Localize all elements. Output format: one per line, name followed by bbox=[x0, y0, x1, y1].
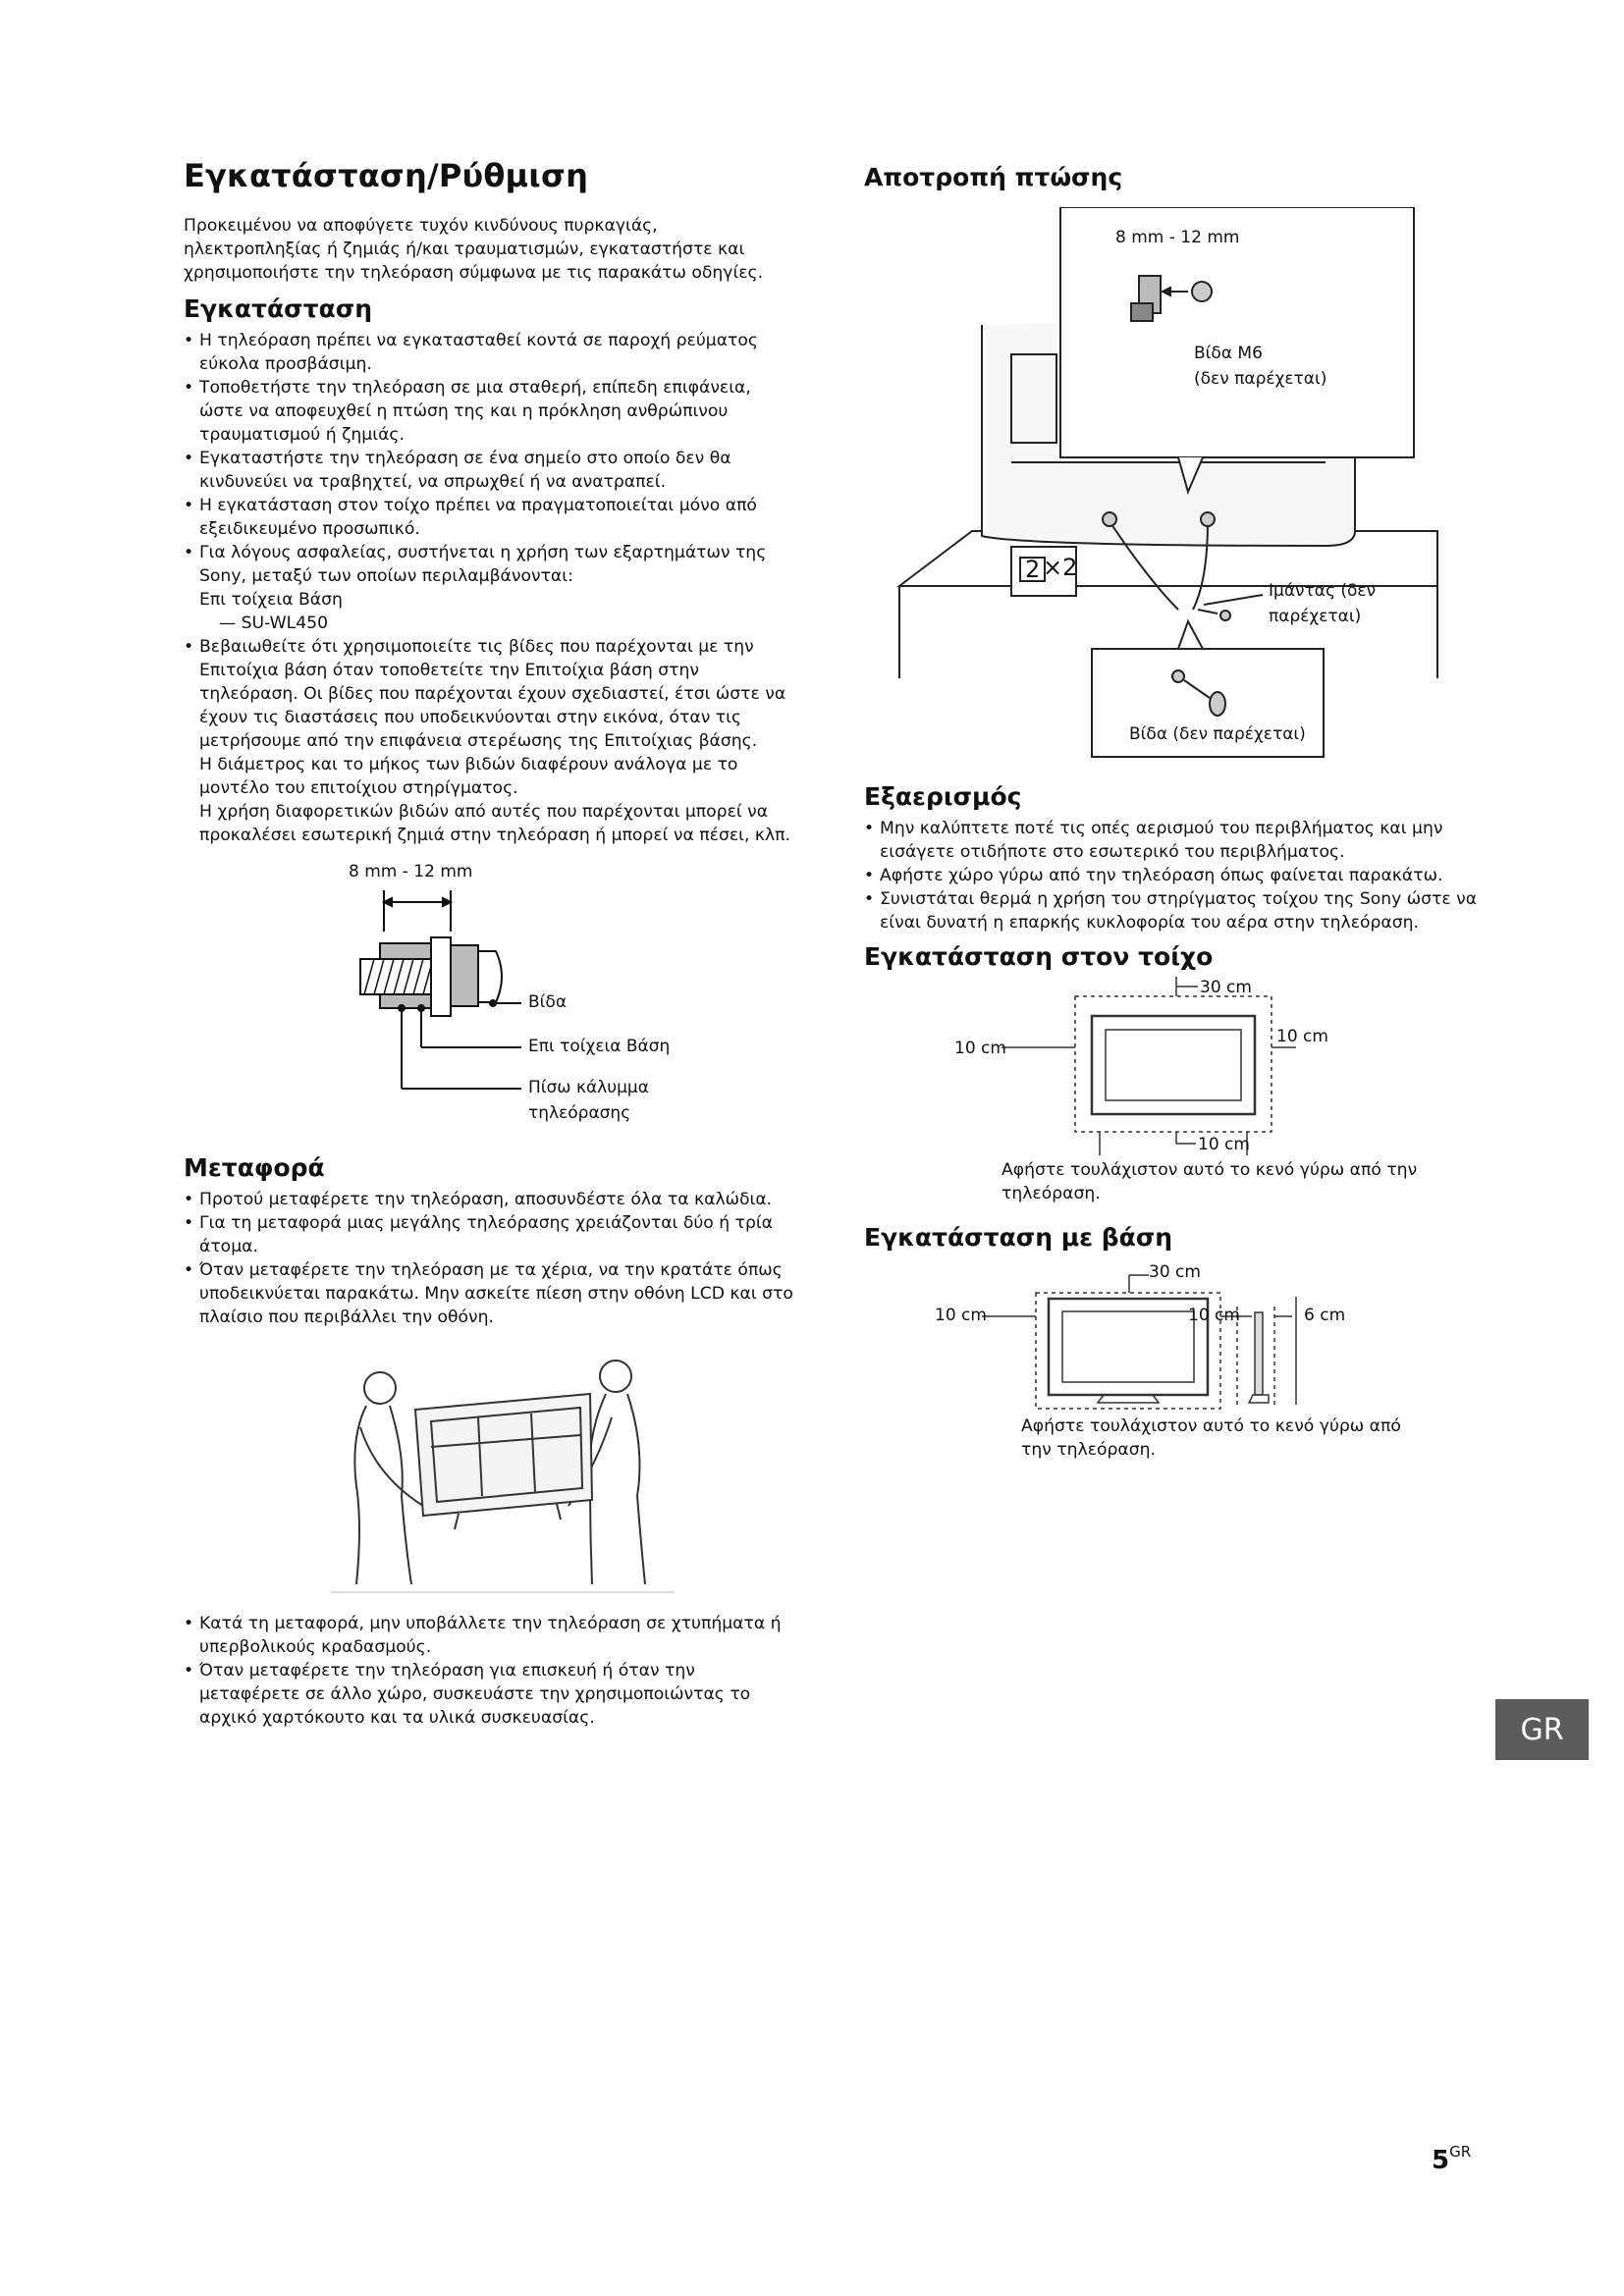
wall-clearance-diagram bbox=[864, 977, 1478, 1158]
wall-caption: Αφήστε τουλάχιστον αυτό το κενό γύρω από την τηλεόραση. bbox=[1001, 1160, 1418, 1203]
fall-prevention-drawing bbox=[864, 207, 1478, 776]
transport-bullet: • Όταν μεταφέρετε την τηλεόραση για επισκευή ή όταν την μεταφέρετε σε άλλο χώρο, συσκευάστε την χρησιμοποιώντας το αρχικό χαρτόκουτο και τα υλικά συσκευασίας. bbox=[184, 1659, 797, 1730]
stand-heading: Εγκατάσταση με βάση bbox=[864, 1223, 1173, 1252]
screws-note: Η διάμετρος και το μήκος των βιδών διαφέρουν ανάλογα με το μοντέλο του επιτοίχιου στηρίγματος. bbox=[199, 755, 738, 798]
ventilation-list bbox=[864, 817, 1478, 934]
qty-multiplier: ×2 bbox=[1043, 554, 1078, 581]
screw-drawing bbox=[184, 861, 797, 1146]
transport-bullet: • Για τη μεταφορά μιας μεγάλης τηλεόρασης χρειάζονται δύο ή τρία άτομα. bbox=[184, 1211, 797, 1258]
ventilation-bullet: • Αφήστε χώρο γύρω από την τηλεόραση όπως φαίνεται παρακάτω. bbox=[864, 864, 1478, 887]
strap-label-1: Ιμάντας (δεν bbox=[1269, 581, 1377, 601]
install-bullet: • Η εγκατάσταση στον τοίχο πρέπει να πραγματοποιείται μόνο από εξειδικευμένο προσωπικό. bbox=[184, 494, 797, 541]
screw-dimension-label: 8 mm - 12 mm bbox=[349, 862, 473, 881]
accessories-text: • Για λόγους ασφαλείας, συστήνεται η χρήση των εξαρτημάτων της Sony, μεταξύ των οποίων περιλαμβάνονται: bbox=[199, 543, 767, 586]
stand-caption: Αφήστε τουλάχιστον αυτό το κενό γύρω από την τηλεόραση. bbox=[1021, 1416, 1401, 1460]
transport-heading: Μεταφορά bbox=[184, 1153, 325, 1182]
strap-label-2: παρέχεται) bbox=[1269, 607, 1362, 626]
transport-bullet: • Κατά τη μεταφορά, μην υποβάλλετε την τηλεόραση σε χτυπήματα ή υπερβολικούς κραδασμούς. bbox=[184, 1612, 797, 1659]
wall-right-label: 10 cm bbox=[1276, 1027, 1328, 1046]
wall-clearance-drawing bbox=[864, 977, 1478, 1158]
wall-heading: Εγκατάσταση στον τοίχο bbox=[864, 942, 1214, 971]
transport-list-after bbox=[184, 1612, 797, 1730]
stand-side-label: 6 cm bbox=[1304, 1306, 1346, 1325]
screw-label: Βίδα bbox=[528, 992, 568, 1012]
stand-left-label: 10 cm bbox=[935, 1306, 987, 1325]
ventilation-bullet: • Συνιστάται θερμά η χρήση του στηρίγματος τοίχου της Sony ώστε να είναι δυνατή η επαρκής κυκλοφορία του αέρα στην τηλεόραση. bbox=[864, 887, 1478, 934]
install-bullet-screws bbox=[184, 635, 797, 847]
right-column bbox=[864, 157, 1478, 1462]
left-column bbox=[184, 157, 797, 1730]
install-bullet: • Εγκαταστήστε την τηλεόραση σε ένα σημείο στο οποίο δεν θα κινδυνεύει να τραβηχτεί, να σπρωχθεί ή να ανατραπεί. bbox=[184, 447, 797, 494]
install-bullet-accessories bbox=[184, 541, 797, 635]
fall-dimension-label: 8 mm - 12 mm bbox=[1115, 228, 1240, 247]
language-tab: GR bbox=[1495, 1699, 1589, 1760]
screw-bottom-label: Βίδα (δεν παρέχεται) bbox=[1129, 724, 1306, 744]
bracket-label: Επι τοίχεια Βάση bbox=[528, 1037, 671, 1056]
stand-right-label: 10 cm bbox=[1188, 1306, 1240, 1325]
ventilation-bullet: • Μην καλύπτετε ποτέ τις οπές αερισμού του περιβλήματος και μην εισάγετε οτιδήποτε στο εσωτερικό του περιβλήματος. bbox=[864, 817, 1478, 864]
stand-clearance-diagram bbox=[864, 1257, 1478, 1415]
install-list bbox=[184, 329, 797, 847]
fall-heading: Αποτροπή πτώσης bbox=[864, 163, 1123, 191]
page-title: Εγκατάσταση/Ρύθμιση bbox=[184, 157, 589, 194]
fall-prevention-diagram bbox=[864, 207, 1478, 776]
transport-list bbox=[184, 1188, 797, 1329]
wall-top-label: 30 cm bbox=[1200, 978, 1252, 997]
page-number-suffix: GR bbox=[1449, 2143, 1472, 2161]
cover-label-1: Πίσω κάλυμμα bbox=[528, 1078, 649, 1097]
install-heading: Εγκατάσταση bbox=[184, 294, 373, 323]
screw-diagram bbox=[184, 861, 797, 1146]
cover-label-2: τηλεόρασης bbox=[528, 1103, 631, 1123]
screw-m6-label-1: Βίδα M6 bbox=[1194, 344, 1263, 363]
install-bullet: • Η τηλεόραση πρέπει να εγκατασταθεί κοντά σε παροχή ρεύματος εύκολα προσβάσιμη. bbox=[184, 329, 797, 376]
screws-note: Η χρήση διαφορετικών βιδών από αυτές που παρέχονται μπορεί να προκαλέσει εσωτερική ζημιά στην τηλεόραση ή μπορεί να πέσει, κλπ. bbox=[199, 802, 790, 845]
qty-number: 2 bbox=[1019, 557, 1046, 582]
transport-bullet: • Προτού μεταφέρετε την τηλεόραση, αποσυνδέστε όλα τα καλώδια. bbox=[184, 1188, 797, 1211]
wall-bottom-label: 10 cm bbox=[1198, 1135, 1250, 1154]
screws-text: • Βεβαιωθείτε ότι χρησιμοποιείτε τις βίδες που παρέχονται με την Επιτοίχια βάση όταν τοποθετείτε την Επιτοίχια βάση στην τηλεόραση. Οι βίδες που παρέχονται έχουν σχεδιαστεί, έτσι ώστε να έχουν τις διαστάσεις που υποδεικνύονται στην εικόνα, όταν τις μετρήσουμε από την επιφάνεια στερέωσης της Επιτοίχιας βάσης. bbox=[199, 637, 786, 751]
accessory-title: Επι τοίχεια Βάση bbox=[199, 590, 343, 610]
intro-paragraph: Προκειμένου να αποφύγετε τυχόν κινδύνους πυρκαγιάς, ηλεκτροπληξίας ή ζημιάς ή/και τραυματισμών, εγκαταστήστε και χρησιμοποιήστε την τηλεόραση σύμφωνα με τις παρακάτω οδηγίες. bbox=[184, 216, 764, 283]
install-bullet: • Τοποθετήστε την τηλεόραση σε μια σταθερή, επίπεδη επιφάνεια, ώστε να αποφευχθεί η πτώση της και η πρόκληση ανθρώπινου τραυματισμού ή ζημιάς. bbox=[184, 376, 797, 447]
transport-bullet: • Όταν μεταφέρετε την τηλεόραση με τα χέρια, να την κρατάτε όπως υποδεικνύεται παρακάτω. Μην ασκείτε πίεση στην οθόνη LCD και στο πλαίσιο που περιβάλλει την οθόνη. bbox=[184, 1258, 797, 1329]
screw-m6-label-2: (δεν παρέχεται) bbox=[1194, 369, 1327, 389]
carry-illustration bbox=[184, 1349, 797, 1594]
page-number-value: 5 bbox=[1432, 2146, 1450, 2175]
ventilation-heading: Εξαερισμός bbox=[864, 782, 1022, 811]
accessory-model: — SU-WL450 bbox=[219, 614, 329, 633]
stand-top-label: 30 cm bbox=[1149, 1262, 1201, 1282]
carry-drawing bbox=[184, 1349, 797, 1594]
page-number bbox=[1432, 2143, 1471, 2175]
wall-left-label: 10 cm bbox=[954, 1039, 1006, 1058]
